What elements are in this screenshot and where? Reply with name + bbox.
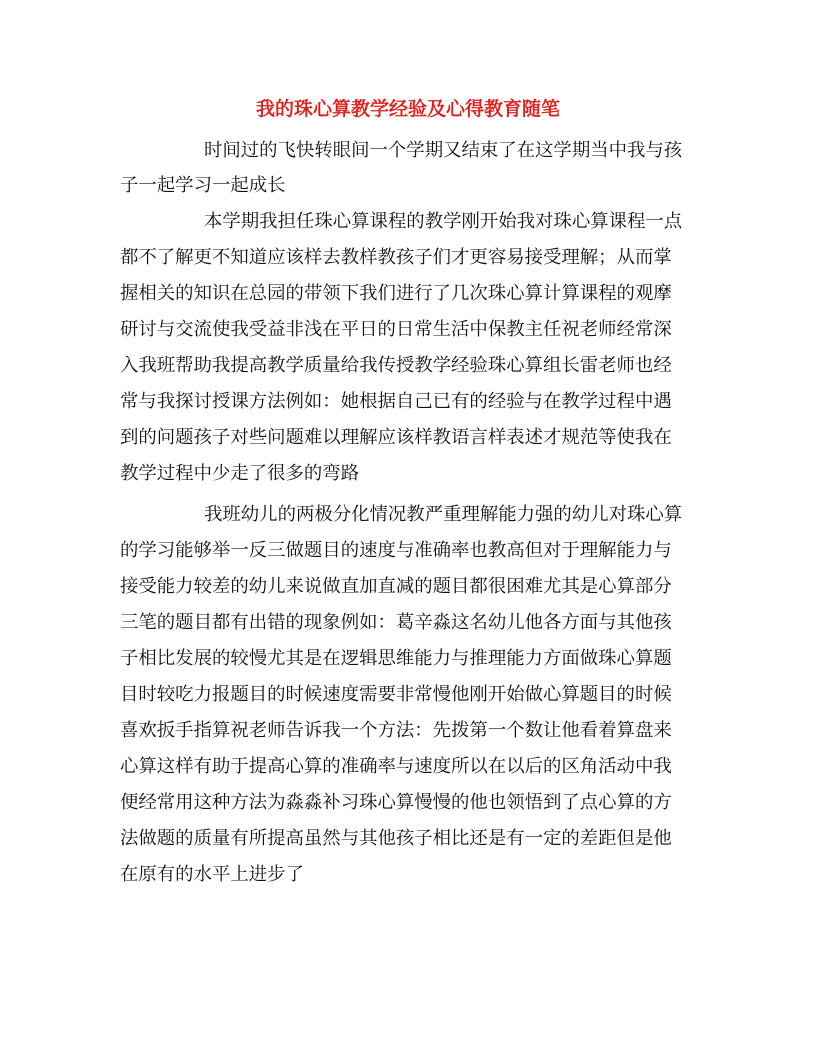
paragraph-3-line-1: 我班幼儿的两极分化情况教严重理解能力强的幼儿对珠心算 (204, 504, 683, 525)
paragraph-3-line-11: 在原有的水平上进步了 (120, 864, 304, 885)
paragraph-3-line-4: 三笔的题目都有出错的现象例如：葛辛淼这名幼儿他各方面与其他孩 (120, 612, 672, 633)
paragraph-1-line-2: 子一起学习一起成长 (120, 175, 286, 196)
paragraph-2-line-7: 到的问题孩子对些问题难以理解应该样教语言样表述才规范等使我在 (120, 427, 672, 448)
paragraph-3-line-9: 便经常用这种方法为淼淼补习珠心算慢慢的他也领悟到了点心算的方 (120, 792, 672, 813)
paragraph-3-line-8: 心算这样有助于提高心算的准确率与速度所以在以后的区角活动中我 (120, 756, 672, 777)
paragraph-3-line-7: 喜欢扳手指算祝老师告诉我一个方法：先拨第一个数让他看着算盘来 (120, 720, 672, 741)
paragraph-2-line-8: 教学过程中少走了很多的弯路 (120, 463, 360, 484)
paragraph-2-line-4: 研讨与交流使我受益非浅在平日的日常生活中保教主任祝老师经常深 (120, 319, 672, 340)
paragraph-3-line-6: 目时较吃力报题目的时候速度需要非常慢他刚开始做心算题目的时候 (120, 684, 672, 705)
paragraph-2-line-2: 都不了解更不知道应该样去教样教孩子们才更容易接受理解；从而掌 (120, 247, 672, 268)
paragraph-2-line-3: 握相关的知识在总园的带领下我们进行了几次珠心算计算课程的观摩 (120, 283, 672, 304)
paragraph-3-line-3: 接受能力较差的幼儿来说做直加直减的题目都很困难尤其是心算部分 (120, 576, 672, 597)
paragraph-3-line-5: 子相比发展的较慢尤其是在逻辑思维能力与推理能力方面做珠心算题 (120, 648, 672, 669)
paragraph-2-line-6: 常与我探讨授课方法例如：她根据自己已有的经验与在教学过程中遇 (120, 391, 672, 412)
paragraph-1-line-1: 时间过的飞快转眼间一个学期又结束了在这学期当中我与孩 (204, 140, 683, 161)
paragraph-3-line-2: 的学习能够举一反三做题目的速度与准确率也教高但对于理解能力与 (120, 540, 672, 561)
paragraph-2-line-5: 入我班帮助我提高教学质量给我传授教学经验珠心算组长雷老师也经 (120, 355, 672, 376)
paragraph-3-line-10: 法做题的质量有所提高虽然与其他孩子相比还是有一定的差距但是他 (120, 828, 672, 849)
paragraph-2-line-1: 本学期我担任珠心算课程的教学刚开始我对珠心算课程一点 (204, 211, 683, 232)
document-title: 我的珠心算教学经验及心得教育随笔 (255, 98, 560, 120)
